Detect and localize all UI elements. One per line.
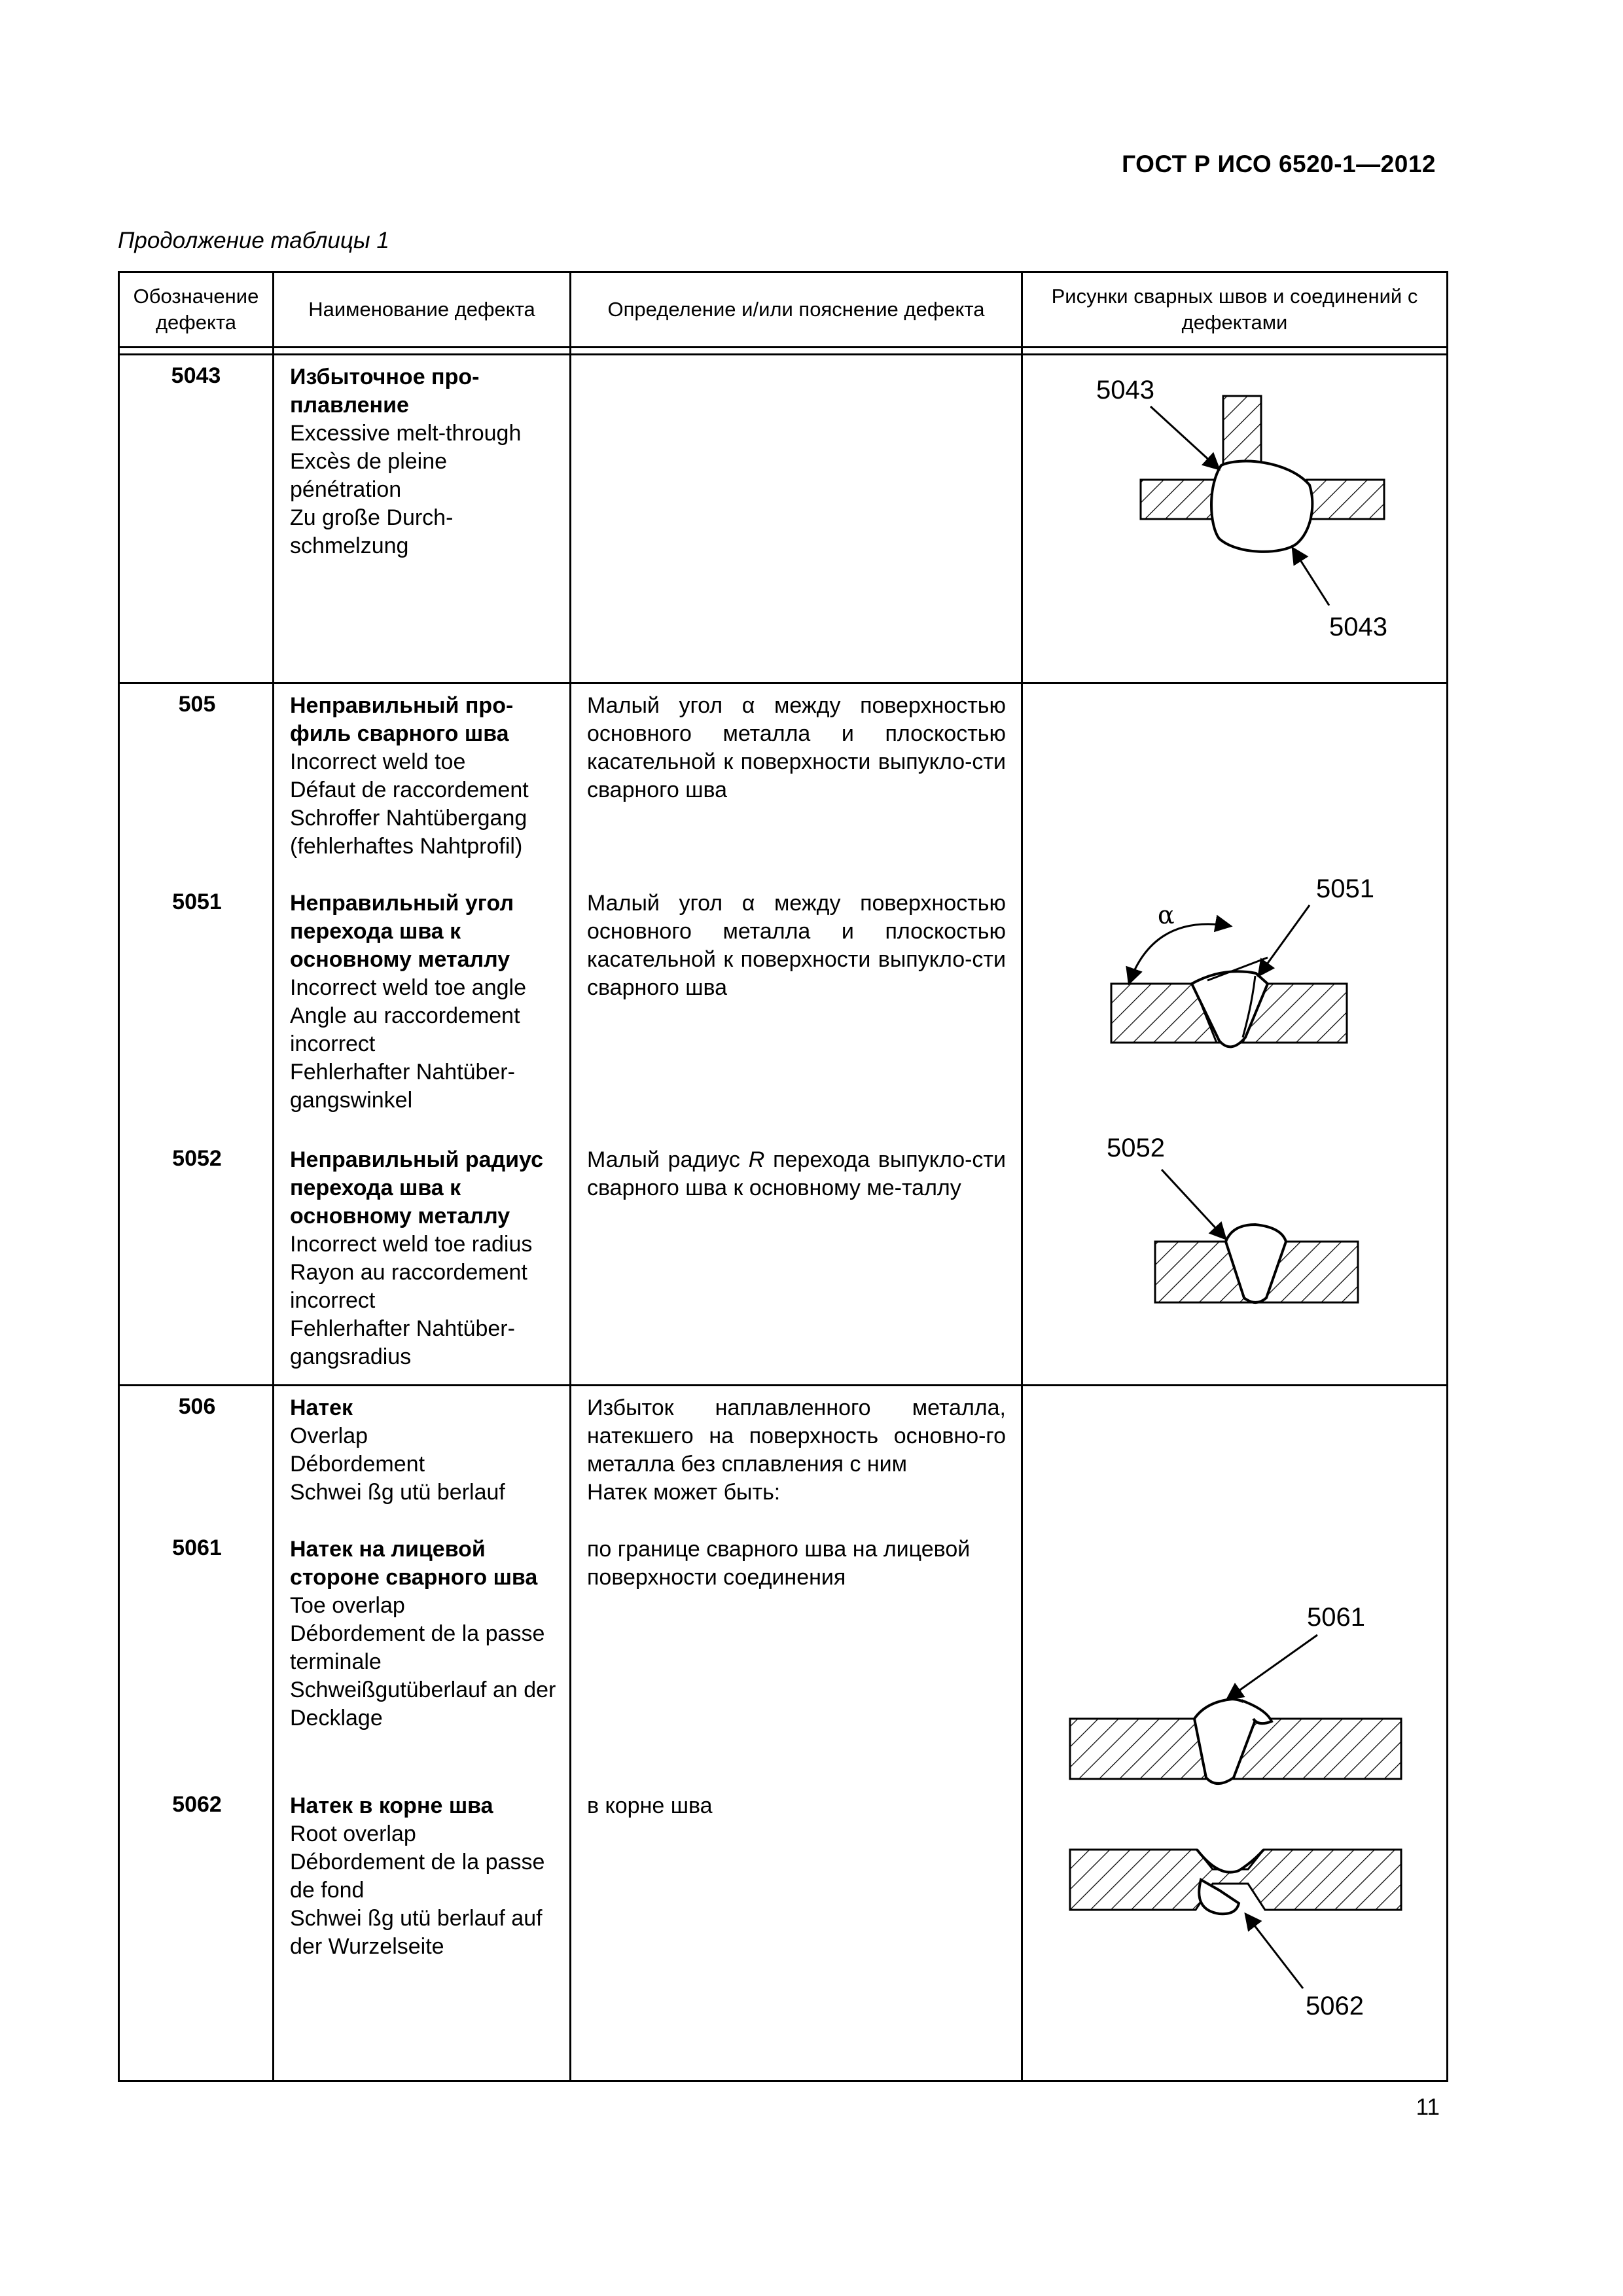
- defect-code: 5051: [172, 889, 222, 914]
- figure-label: 5061: [1307, 1602, 1365, 1632]
- defect-code: 5052: [172, 1145, 222, 1171]
- defect-definition: Малый угол α между поверхностью основного металла и плоскостью касательной к поверхности выпукло-сти сварного шва: [587, 890, 1006, 1000]
- figure-cell: [1022, 1385, 1448, 2081]
- defect-name-ru: Неправильный угол перехода шва к основному металлу: [290, 890, 514, 972]
- defect-name-de: Schroffer Nahtübergang (fehlerhaftes Nahtprofil): [290, 805, 527, 859]
- page-number: 11: [1416, 2094, 1440, 2120]
- table-row: [119, 683, 1448, 1385]
- defect-name-de: Fehlerhafter Nahtüber-gangswinkel: [290, 1059, 515, 1113]
- defect-name-ru: Избыточное про-плавление: [290, 365, 480, 418]
- definition-cell: [571, 683, 1022, 1385]
- defect-name-de: Schwei ßg utü berlauf: [290, 1479, 505, 1505]
- defect-name-en: Toe overlap: [290, 1592, 405, 1618]
- defect-name-fr: Défaut de raccordement: [290, 777, 529, 802]
- standard-designation: ГОСТ Р ИСО 6520-1—2012: [1122, 151, 1436, 177]
- definition-suffix: перехода выпукло-сти сварного шва к основному ме-таллу: [587, 1147, 1006, 1200]
- defects-table: [118, 271, 1448, 2082]
- column-header-definition: Определение и/или пояснение дефекта: [571, 272, 1022, 348]
- defect-definition-radius: [571, 1146, 1022, 1202]
- figure-5051-weld-toe-angle: [1111, 874, 1374, 1047]
- defect-definition: по границе сварного шва на лицевой поверхности соединения: [587, 1536, 971, 1590]
- name-cell: [274, 683, 571, 1385]
- figure-5043-excessive-melt-through: [1023, 355, 1448, 683]
- code-cell: [119, 355, 274, 683]
- defect-name-en: Incorrect weld toe radius: [290, 1231, 533, 1257]
- code-cell: [119, 683, 274, 1385]
- defect-definition: в корне шва: [587, 1793, 713, 1818]
- defect-name-de: Schweißgutüberlauf an der Decklage: [290, 1677, 556, 1731]
- defect-name-ru: Натек: [290, 1395, 353, 1420]
- figure-label: 5062: [1306, 1991, 1364, 2020]
- figure-label: 5052: [1107, 1133, 1165, 1162]
- figure-cell: [1022, 355, 1448, 683]
- figure-cell: [1022, 683, 1448, 1385]
- figure-5061-toe-overlap: [1070, 1603, 1401, 1784]
- defect-name-block: [274, 1146, 571, 1371]
- figure-5062-root-overlap: [1070, 1850, 1401, 2020]
- defect-code: 506: [178, 1393, 216, 1419]
- header-separator: [119, 348, 1448, 355]
- defect-name-fr: Débordement de la passe de fond: [290, 1849, 545, 1903]
- definition-cell: [571, 355, 1022, 683]
- defect-definition-block: [571, 1394, 1022, 1507]
- name-cell: [274, 1385, 571, 2081]
- defect-code: 5062: [172, 1791, 222, 1817]
- name-cell: [274, 355, 571, 683]
- defect-name-en: Incorrect weld toe: [290, 749, 466, 774]
- figure-label: 5043: [1096, 376, 1154, 404]
- definition-prefix: Малый радиус: [587, 1147, 740, 1172]
- defect-name-en: Excessive melt-through: [290, 421, 522, 446]
- table-header-row: [119, 272, 1448, 348]
- code-cell: [119, 1385, 274, 2081]
- column-header-name: Наименование дефекта: [274, 272, 571, 348]
- defect-name-block: [274, 1394, 571, 1507]
- table-row: [119, 1385, 1448, 2081]
- defect-name-fr: Débordement de la passe terminale: [290, 1621, 545, 1674]
- defect-name-block: [274, 363, 569, 560]
- defect-name-ru: Неправильный про-филь сварного шва: [290, 692, 514, 746]
- defect-name-block: [274, 692, 571, 861]
- defect-name-fr: Débordement: [290, 1451, 425, 1477]
- table-caption: Продолжение таблицы 1: [118, 228, 389, 253]
- defect-name-en: Incorrect weld toe angle: [290, 975, 526, 1000]
- defect-name-block: [274, 889, 571, 1115]
- defect-name-block: [274, 1535, 571, 1732]
- figure-label: 5051: [1316, 874, 1374, 903]
- defect-name-ru: Неправильный радиус перехода шва к основному металлу: [290, 1147, 544, 1229]
- defect-name-de: Fehlerhafter Nahtüber-gangsradius: [290, 1316, 515, 1369]
- column-header-figures: Рисунки сварных швов и соединений с дефектами: [1022, 272, 1448, 348]
- defect-name-fr: Angle au raccordement incorrect: [290, 1003, 520, 1056]
- defect-name-ru: Натек в корне шва: [290, 1793, 493, 1818]
- defect-code: 5061: [172, 1535, 222, 1560]
- defect-name-de: Zu große Durch-schmelzung: [290, 505, 454, 558]
- defect-definition: Избыток наплавленного металла, натекшего на поверхность основно-го металла без сплавления с ним: [587, 1395, 1006, 1477]
- defect-name-en: Root overlap: [290, 1821, 416, 1846]
- defect-definition-note: Натек может быть:: [587, 1479, 781, 1505]
- defect-name-de: Schwei ßg utü berlauf auf der Wurzelseite: [290, 1905, 543, 1959]
- defect-code: 505: [178, 691, 216, 717]
- radius-symbol: R: [748, 1147, 765, 1172]
- defect-name-fr: Excès de pleine pénétration: [290, 449, 448, 502]
- figures-5051-5052: [1023, 684, 1448, 1384]
- figures-5061-5062: [1023, 1386, 1448, 2080]
- column-header-code: Обозначение дефекта: [119, 272, 274, 348]
- table-row: [119, 355, 1448, 683]
- defect-code: 5043: [171, 363, 221, 388]
- figure-label: 5043: [1329, 613, 1387, 641]
- defect-name-fr: Rayon au raccordement incorrect: [290, 1259, 527, 1313]
- figure-label-alpha: α: [1158, 900, 1175, 929]
- defect-name-en: Overlap: [290, 1423, 368, 1448]
- definition-cell: [571, 1385, 1022, 2081]
- defect-name-ru: Натек на лицевой стороне сварного шва: [290, 1536, 538, 1590]
- figure-5052-weld-toe-radius: [1107, 1134, 1358, 1302]
- defect-name-block: [274, 1792, 571, 1961]
- defect-definition: Малый угол α между поверхностью основного металла и плоскостью касательной к поверхности выпукло-сти сварного шва: [587, 692, 1006, 802]
